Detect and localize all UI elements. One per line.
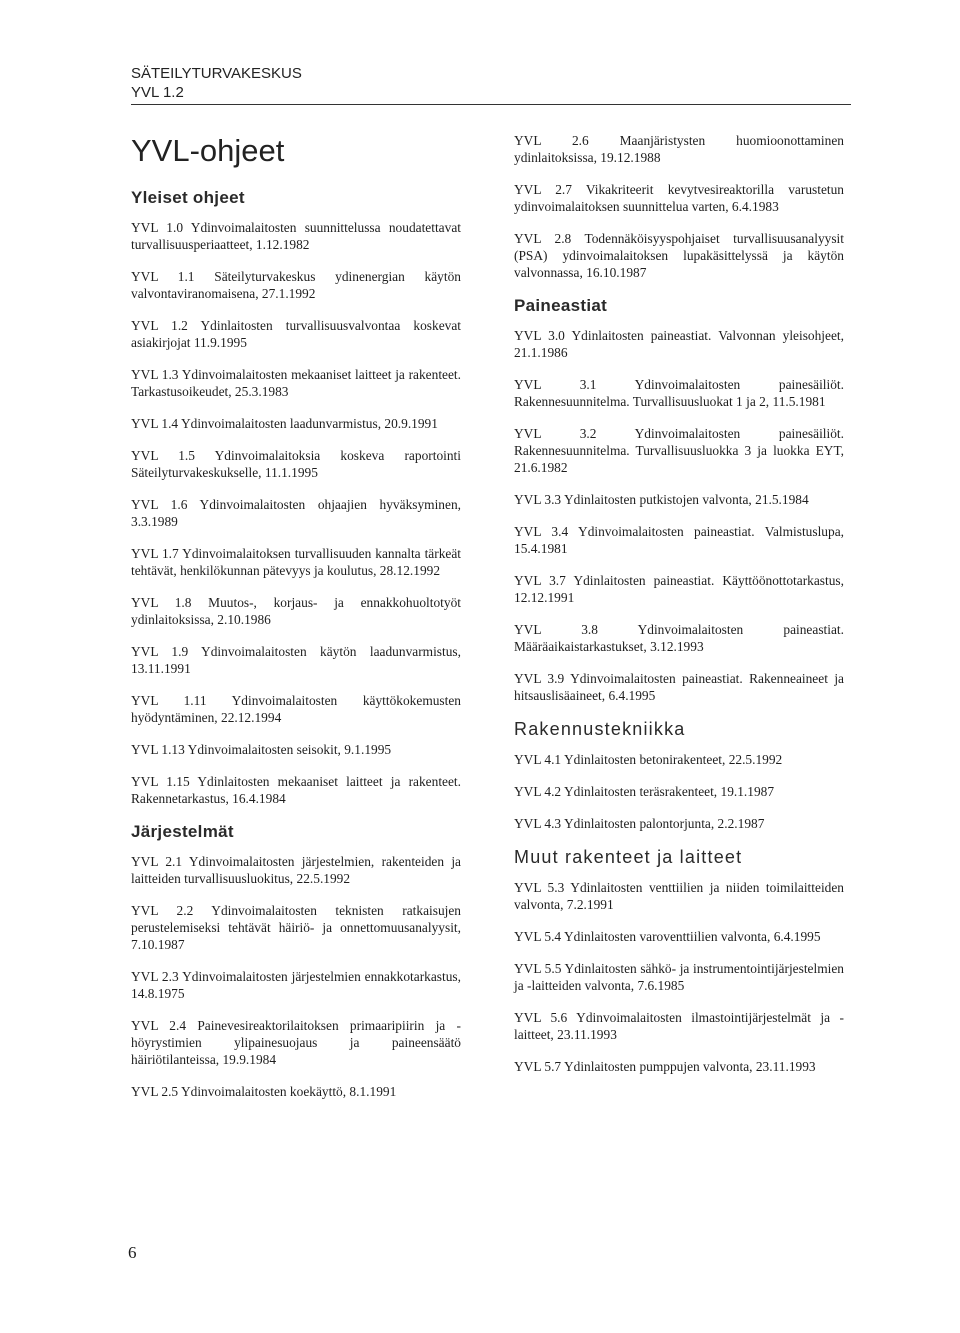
section xyxy=(514,296,844,704)
section xyxy=(131,188,461,807)
guide-entry: YVL 2.4 Painevesireaktorilaitoksen primaaripiirin ja -höyrystimien ylipainesuojaus ja paineensäätö häiriötilanteissa, 19.9.1984 xyxy=(131,1018,461,1067)
guide-entry: YVL 2.6 Maanjäristysten huomioonottaminen ydinlaitoksissa, 19.12.1988 xyxy=(514,133,844,165)
section xyxy=(514,847,844,1075)
guide-entry: YVL 3.4 Ydinvoimalaitosten paineastiat. Valmistuslupa, 15.4.1981 xyxy=(514,524,844,556)
guide-entry: YVL 1.13 Ydinvoimalaitosten seisokit, 9.1.1995 xyxy=(131,742,392,757)
guide-entry: YVL 3.9 Ydinvoimalaitosten paineastiat. Rakenneaineet ja hitsauslisäaineet, 6.4.1995 xyxy=(514,671,844,703)
guide-entry: YVL 1.8 Muutos-, korjaus- ja ennakkohuoltotyöt ydinlaitoksissa, 2.10.1986 xyxy=(131,595,461,627)
guide-entry: YVL 2.7 Vikakriteerit kevytvesireaktorilla varustetun ydinvoimalaitoksen suunnittelua varten, 6.4.1983 xyxy=(514,182,844,214)
section-heading: Yleiset ohjeet xyxy=(131,188,245,207)
guide-entry: YVL 5.4 Ydinlaitosten varoventtiilien valvonta, 6.4.1995 xyxy=(514,929,821,944)
document-header xyxy=(131,64,851,102)
guide-entry: YVL 1.6 Ydinvoimalaitosten ohjaajien hyväksyminen, 3.3.1989 xyxy=(131,497,461,529)
organization-name: SÄTEILYTURVAKESKUS xyxy=(131,65,302,82)
section xyxy=(131,822,461,1100)
guide-entry: YVL 3.3 Ydinlaitosten putkistojen valvonta, 21.5.1984 xyxy=(514,492,809,507)
right-column xyxy=(514,132,844,1090)
guide-entry: YVL 1.9 Ydinvoimalaitosten käytön laadunvarmistus, 13.11.1991 xyxy=(131,644,461,676)
section-heading: Paineastiat xyxy=(514,296,608,315)
guide-entry: YVL 1.4 Ydinvoimalaitosten laadunvarmistus, 20.9.1991 xyxy=(131,416,438,431)
section xyxy=(514,132,844,281)
guide-entry: YVL 5.7 Ydinlaitosten pumppujen valvonta, 23.11.1993 xyxy=(514,1059,816,1074)
section-heading: Muut rakenteet ja laitteet xyxy=(514,847,743,867)
guide-entry: YVL 2.3 Ydinvoimalaitosten järjestelmien ennakkotarkastus, 14.8.1975 xyxy=(131,969,461,1001)
guide-entry: YVL 4.2 Ydinlaitosten teräsrakenteet, 19.1.1987 xyxy=(514,784,775,799)
guide-entry: YVL 2.8 Todennäköisyyspohjaiset turvallisuusanalyysit (PSA) ydinvoimalaitoksen lupakäsittelyssä ja käytön valvonnassa, 16.10.1987 xyxy=(514,231,844,280)
page-title: YVL-ohjeet xyxy=(131,133,285,168)
guide-entry: YVL 3.1 Ydinvoimalaitosten painesäiliöt. Rakennesuunnitelma. Turvallisuusluokat 1 ja 2, 11.5.1981 xyxy=(514,377,844,409)
guide-code: YVL 1.2 xyxy=(131,84,184,101)
guide-entry: YVL 1.2 Ydinlaitosten turvallisuusvalvontaa koskevat asiakirjojat 11.9.1995 xyxy=(131,318,461,350)
guide-entry: YVL 1.0 Ydinvoimalaitosten suunnittelussa noudatettavat turvallisuusperiaatteet, 1.12.1982 xyxy=(131,220,461,252)
guide-entry: YVL 1.1 Säteilyturvakeskus ydinenergian käytön valvontaviranomaisena, 27.1.1992 xyxy=(131,269,461,301)
guide-entry: YVL 2.5 Ydinvoimalaitosten koekäyttö, 8.1.1991 xyxy=(131,1084,397,1099)
guide-entry: YVL 4.1 Ydinlaitosten betonirakenteet, 22.5.1992 xyxy=(514,752,783,767)
left-column xyxy=(131,188,461,1115)
guide-entry: YVL 5.6 Ydinvoimalaitosten ilmastointijärjestelmät ja -laitteet, 23.11.1993 xyxy=(514,1010,844,1042)
header-rule xyxy=(131,104,851,105)
guide-entry: YVL 2.1 Ydinvoimalaitosten järjestelmien, rakenteiden ja laitteiden turvallisuusluokitus, 22.5.1992 xyxy=(131,854,461,886)
page-number: 6 xyxy=(128,1243,137,1262)
guide-entry: YVL 1.11 Ydinvoimalaitosten käyttökokemusten hyödyntäminen, 22.12.1994 xyxy=(131,693,461,725)
guide-entry: YVL 1.5 Ydinvoimalaitoksia koskeva raportointi Säteilyturvakeskukselle, 11.1.1995 xyxy=(131,448,461,480)
guide-entry: YVL 3.2 Ydinvoimalaitosten painesäiliöt. Rakennesuunnitelma. Turvallisuusluokka 3 ja luokka EYT, 21.6.1982 xyxy=(514,426,844,475)
guide-entry: YVL 4.3 Ydinlaitosten palontorjunta, 2.2.1987 xyxy=(514,816,765,831)
guide-entry: YVL 3.0 Ydinlaitosten paineastiat. Valvonnan yleisohjeet, 21.1.1986 xyxy=(514,328,844,360)
guide-entry: YVL 1.3 Ydinvoimalaitosten mekaaniset laitteet ja rakenteet. Tarkastusoikeudet, 25.3.1983 xyxy=(131,367,461,399)
guide-entry: YVL 1.7 Ydinvoimalaitoksen turvallisuuden kannalta tärkeät tehtävät, henkilökunnan pätevyys ja koulutus, 28.12.1992 xyxy=(131,546,461,578)
guide-entry: YVL 2.2 Ydinvoimalaitosten teknisten ratkaisujen perustelemiseksi tehtävät häiriö- ja onnettomuusanalyysit, 7.10.1987 xyxy=(131,903,461,952)
section xyxy=(514,719,844,832)
guide-entry: YVL 3.8 Ydinvoimalaitosten paineastiat. Määräaikaistarkastukset, 3.12.1993 xyxy=(514,622,844,654)
guide-entry: YVL 1.15 Ydinlaitosten mekaaniset laitteet ja rakenteet. Rakennetarkastus, 16.4.1984 xyxy=(131,774,461,806)
guide-entry: YVL 5.3 Ydinlaitosten venttiilien ja niiden toimilaitteiden valvonta, 7.2.1991 xyxy=(514,880,844,912)
section-heading: Rakennustekniikka xyxy=(514,719,686,739)
section-heading: Järjestelmät xyxy=(131,822,234,841)
guide-entry: YVL 5.5 Ydinlaitosten sähkö- ja instrumentointijärjestelmien ja -laitteiden valvonta, 7.6.1985 xyxy=(514,961,844,993)
guide-entry: YVL 3.7 Ydinlaitosten paineastiat. Käyttöönottotarkastus, 12.12.1991 xyxy=(514,573,844,605)
